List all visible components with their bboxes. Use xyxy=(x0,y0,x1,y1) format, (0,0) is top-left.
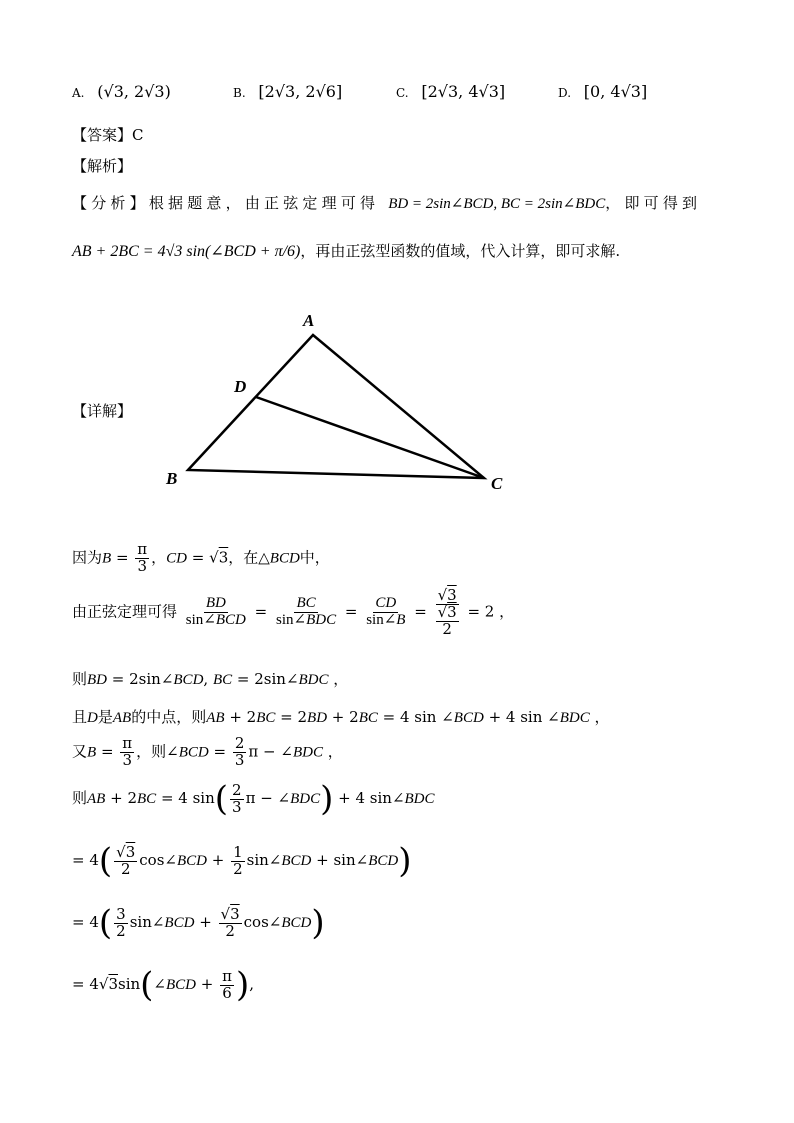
solution-line-5: 又B = $\frac{\pi}{3}$ ，则∠BCD = $\frac{2}{3}$ π − ∠BDC ， xyxy=(72,734,343,769)
triangle-figure xyxy=(150,300,530,500)
sol-l1-text-c: ，在 xyxy=(228,548,259,567)
solution-line-3: 则BD = 2sin∠BCD, BC = 2sin∠BDC ， xyxy=(72,670,349,688)
option-d-label: D. xyxy=(558,86,572,100)
analysis-formula-1: BD = 2sin∠BCD, BC = 2sin∠BDC xyxy=(388,196,606,212)
point-d-label: D xyxy=(234,377,247,396)
sol-l5-text-b: ，则 xyxy=(136,742,167,761)
option-c xyxy=(396,82,505,101)
segment-cd xyxy=(256,397,484,478)
sol-l1-text-a: 因为 xyxy=(72,548,103,567)
solution-line-8: = 4( $\frac{3}{2}$ sin∠BCD + $\frac{√3}{2}$ cos∠BCD) xyxy=(72,903,325,943)
answer-line xyxy=(72,124,144,145)
solution-line-7: = 4( $\frac{√3}{2}$ cos∠BCD + $\frac{1}{2}$ sin∠BCD + sin∠BCD) xyxy=(72,841,412,881)
option-b-label: B. xyxy=(233,86,246,100)
analysis-heading: 【解析】 xyxy=(72,157,133,175)
solution-line-9: = 4√3sin(∠BCD + $\frac{\pi}{6}$ ), xyxy=(72,965,255,1005)
sol-l1-text-d: 中， xyxy=(299,548,330,567)
answer-value: C xyxy=(132,126,144,144)
analysis-text-1: 根据题意，由正弦定理可得 xyxy=(148,194,380,212)
option-c-label: C. xyxy=(396,86,409,100)
option-b xyxy=(233,82,342,101)
option-a-label: A. xyxy=(72,86,85,100)
option-d xyxy=(558,82,647,101)
option-d-value: [0, 4√3] xyxy=(583,82,648,101)
analysis-line-2 xyxy=(72,240,620,261)
solution-line-2: 由正弦定理可得 $\frac{BD}{\text{sin∠BCD}}$ = $\frac{BC}{\text{sin∠BDC}}$ = $\frac{CD}{\sin\angle B}$ = $\frac{√3}{\frac{√3}{2}}$ = 2 ， xyxy=(72,586,515,638)
option-b-value: [2√3, 2√6] xyxy=(258,82,343,101)
sol-l5-text-a: 又 xyxy=(72,742,88,761)
analysis-text-3: ，再由正弦型函数的值域，代入计算，即可求解. xyxy=(300,242,621,260)
sol-l1-text-b: ， xyxy=(151,548,167,567)
solution-line-4: 且D是AB的中点，则AB + 2BC = 2BD + 2BC = 4 sin ∠BCD + 4 sin ∠BDC ， xyxy=(72,708,610,726)
triangle-abc xyxy=(188,335,484,478)
analysis-text-2: ，即可得到 xyxy=(605,194,702,212)
point-a-label: A xyxy=(303,311,315,330)
answer-label: 【答案】 xyxy=(72,126,133,144)
sol-l4-text-c: 的中点，则 xyxy=(131,708,207,726)
option-a-value: (√3, 2√3) xyxy=(97,82,171,101)
detail-heading: 【详解】 xyxy=(72,402,133,420)
option-a xyxy=(72,82,171,101)
analysis-line-1 xyxy=(72,192,722,213)
solution-line-1: 因为B = $\frac{\pi}{3}$ ，CD = √3，在△BCD中， xyxy=(72,540,330,575)
point-b-label: B xyxy=(166,469,178,488)
sol-l2-text-a: 由正弦定理可得 xyxy=(72,602,178,621)
point-c-label: C xyxy=(491,474,503,493)
sol-l6-text-a: 则 xyxy=(72,789,88,807)
analysis-label: 【分析】 xyxy=(72,194,149,212)
analysis-formula-2: AB + 2BC = 4√3 sin(∠BCD + π/6) xyxy=(72,243,301,260)
sol-l3-text-a: 则 xyxy=(72,670,88,688)
option-c-value: [2√3, 4√3] xyxy=(421,82,506,101)
sol-l4-text-a: 且 xyxy=(72,708,88,726)
solution-line-6: 则AB + 2BC = 4 sin( $\frac{2}{3}$ π − ∠BDC) + 4 sin∠BDC xyxy=(72,779,435,819)
sol-l4-text-b: 是 xyxy=(97,708,113,726)
